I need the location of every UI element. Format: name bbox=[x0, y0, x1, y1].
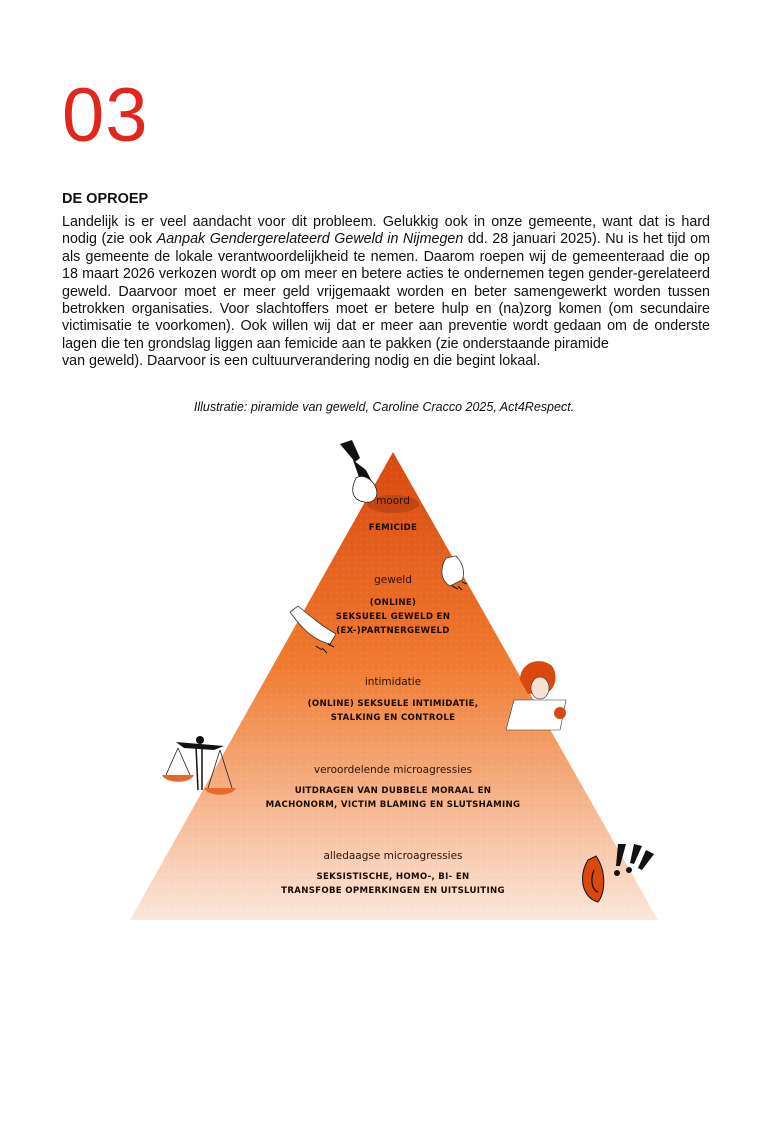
level-description: UITDRAGEN VAN DUBBELE MORAAL EN bbox=[294, 786, 492, 796]
level-description: MACHONORM, VICTIM BLAMING EN SLUTSHAMING bbox=[265, 800, 521, 810]
intro-paragraph bbox=[62, 214, 710, 371]
level-description: TRANSFOBE OPMERKINGEN EN UITSLUITING bbox=[281, 886, 505, 896]
level-description: (ONLINE) bbox=[369, 598, 417, 608]
level-title: geweld bbox=[374, 574, 412, 586]
section-number: 03 bbox=[62, 73, 149, 158]
paragraph-part-1: Landelijk is er veel aandacht voor dit probleem. Gelukkig ook in onze gemeente, want dat is hard nodig (zie ook bbox=[62, 214, 710, 248]
level-description: SEKSISTISCHE, HOMO-, BI- EN bbox=[316, 872, 470, 882]
level-description: (ONLINE) SEKSUELE INTIMIDATIE, bbox=[307, 699, 479, 709]
knife-hand-icon bbox=[340, 440, 377, 502]
level-title: veroordelende microagressies bbox=[313, 764, 473, 776]
section-heading: DE OPROEP bbox=[62, 191, 149, 207]
illustration-caption: Illustratie: piramide van geweld, Caroline Cracco 2025, Act4Respect. bbox=[193, 400, 575, 414]
level-description: (EX-)PARTNERGEWELD bbox=[336, 626, 450, 636]
report-reference: Aanpak Gendergerelateerd Geweld in Nijmegen bbox=[156, 231, 464, 248]
violence-pyramid-illustration bbox=[0, 430, 768, 930]
level-title: moord bbox=[376, 495, 410, 507]
level-title: alledaagse microagressies bbox=[323, 850, 463, 862]
level-description: SEKSUEEL GEWELD EN bbox=[335, 612, 451, 622]
level-description: STALKING EN CONTROLE bbox=[330, 713, 456, 723]
paragraph-last-line: van geweld). Daarvoor is een cultuurverandering nodig en die begint lokaal. bbox=[62, 353, 541, 370]
level-description: FEMICIDE bbox=[368, 523, 418, 533]
level-title: intimidatie bbox=[364, 676, 422, 688]
paragraph-part-2: dd. 28 januari 2025). Nu is het tijd om als gemeente de lokale verantwoordelijkheid te nemen. Daarom roepen wij de gemeenteraad die op 18 maart 2026 verkozen wordt op om meer en betere acties te ondernemen tegen gender-gerelateerd geweld. Daarvoor moet er meer geld vrijgemaakt worden en beter samengewerkt worden tussen betrokken organisaties. Voor slachtoffers moet er betere hulp en (na)zorg komen (om secundaire victimisatie te voorkomen). Ook willen wij dat er meer aan preventie wordt gedaan om de onderste lagen die ten grondslag liggen aan femicide aan te pakken (zie onderstaande piramide bbox=[62, 231, 710, 352]
